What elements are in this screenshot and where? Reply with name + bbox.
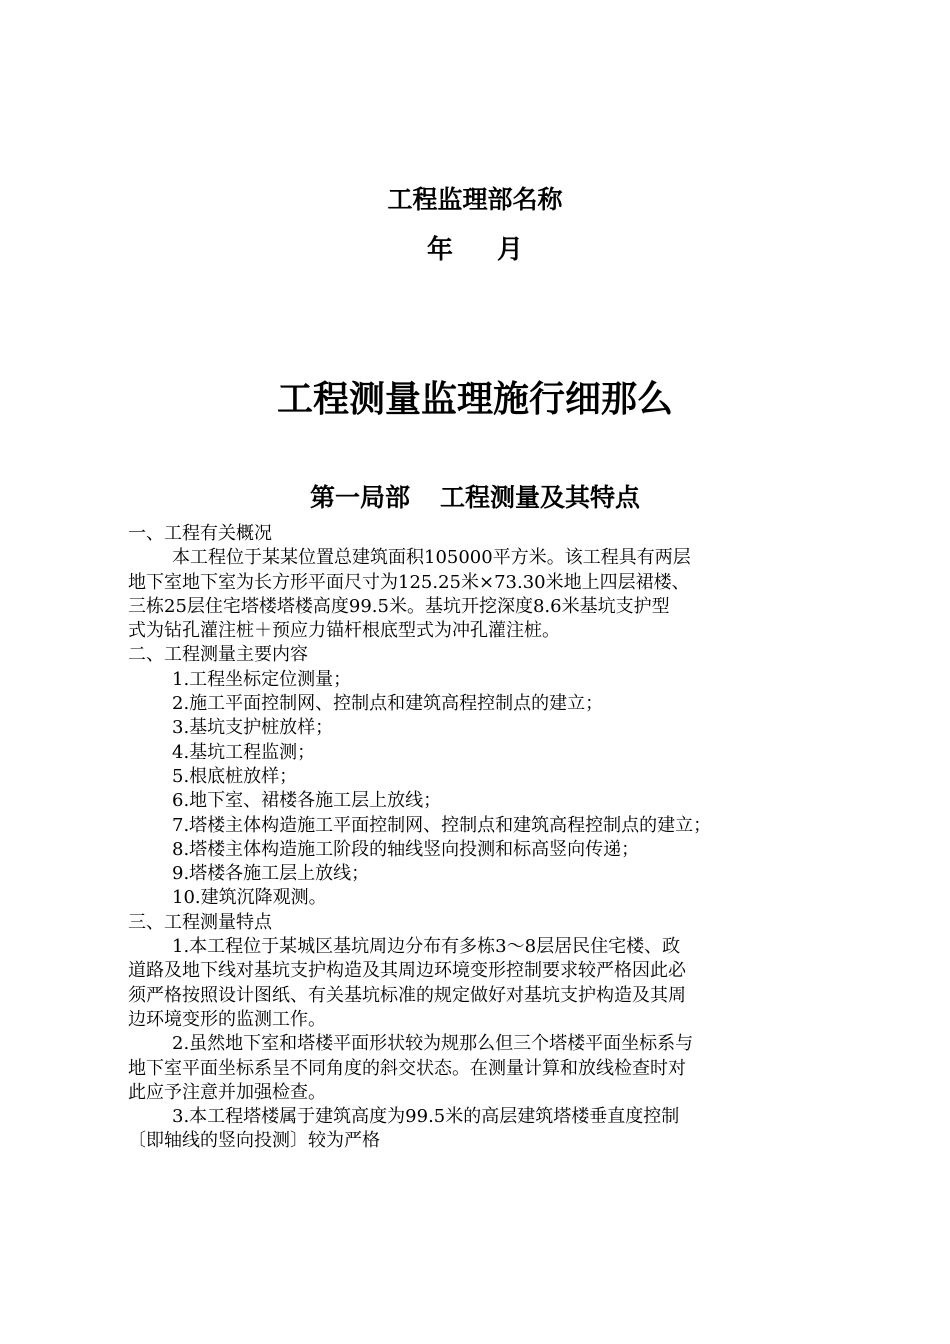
list-item: 1.工程坐标定位测量； [172, 668, 352, 690]
org-name: 工程监理部名称 [387, 185, 563, 214]
paragraph-line: 边环境变形的监测工作。 [128, 1008, 326, 1030]
list-item: 6.地下室、裙楼各施工层上放线； [172, 790, 442, 812]
part-heading [0, 478, 950, 518]
paragraph-line: 式为钻孔灌注桩＋预应力锚杆根底型式为冲孔灌注桩。 [128, 620, 560, 642]
date-line [0, 230, 950, 270]
part-title-text: 工程测量及其特点 [440, 483, 641, 512]
document-title: 工程测量监理施行细那么 [276, 379, 673, 420]
list-item: 2.施工平面控制网、控制点和建筑高程控制点的建立； [172, 693, 604, 715]
part-label: 第一局部 [309, 483, 410, 512]
paragraph-line: 地下室平面坐标系呈不同角度的斜交状态。在测量计算和放线检查时对 [128, 1057, 686, 1079]
section-heading: 一、工程有关概况 [128, 523, 272, 544]
list-item: 3.基坑支护桩放样； [172, 717, 334, 739]
paragraph-line: 地下室地下室为长方形平面尺寸为125.25米×73.30米地上四层裙楼、 [128, 571, 690, 593]
list-item: 9.塔楼各施工层上放线； [172, 863, 370, 885]
list-item: 7.塔楼主体构造施工平面控制网、控制点和建筑高程控制点的建立； [172, 814, 712, 836]
section-heading: 二、工程测量主要内容 [128, 644, 308, 666]
paragraph-line: 道路及地下线对基坑支护构造及其周边环境变形控制要求较严格因此必 [128, 960, 686, 982]
list-item: 5.根底桩放样； [172, 765, 298, 787]
list-item: 4.基坑工程监测； [172, 741, 316, 763]
year-label: 年 [426, 235, 453, 265]
list-item: 10.建筑沉降观测。 [172, 887, 327, 909]
paragraph-line: 2.虽然地下室和塔楼平面形状较为规那么但三个塔楼平面坐标系与 [172, 1033, 694, 1055]
list-item: 8.塔楼主体构造施工阶段的轴线竖向投测和标高竖向传递； [172, 838, 640, 860]
month-label: 月 [497, 235, 524, 265]
paragraph-line: 须严格按照设计图纸、有关基坑标准的规定做好对基坑支护构造及其周 [128, 984, 686, 1006]
paragraph-line: 〔即轴线的竖向投测〕较为严格 [128, 1130, 380, 1152]
paragraph-line: 3.本工程塔楼属于建筑高度为99.5米的高层建筑塔楼垂直度控制 [172, 1106, 680, 1128]
document-body [128, 522, 828, 1154]
paragraph-line: 本工程位于某某位置总建筑面积105000平方米。该工程具有两层 [172, 547, 691, 569]
paragraph-line: 1.本工程位于某城区基坑周边分布有多栋3～8层居民住宅楼、政 [172, 936, 681, 958]
section-heading: 三、工程测量特点 [128, 911, 272, 933]
paragraph-line: 三栋25层住宅塔楼塔楼高度99.5米。基坑开挖深度8.6米基坑支护型 [128, 595, 670, 617]
paragraph-line: 此应予注意并加强检查。 [128, 1081, 326, 1103]
